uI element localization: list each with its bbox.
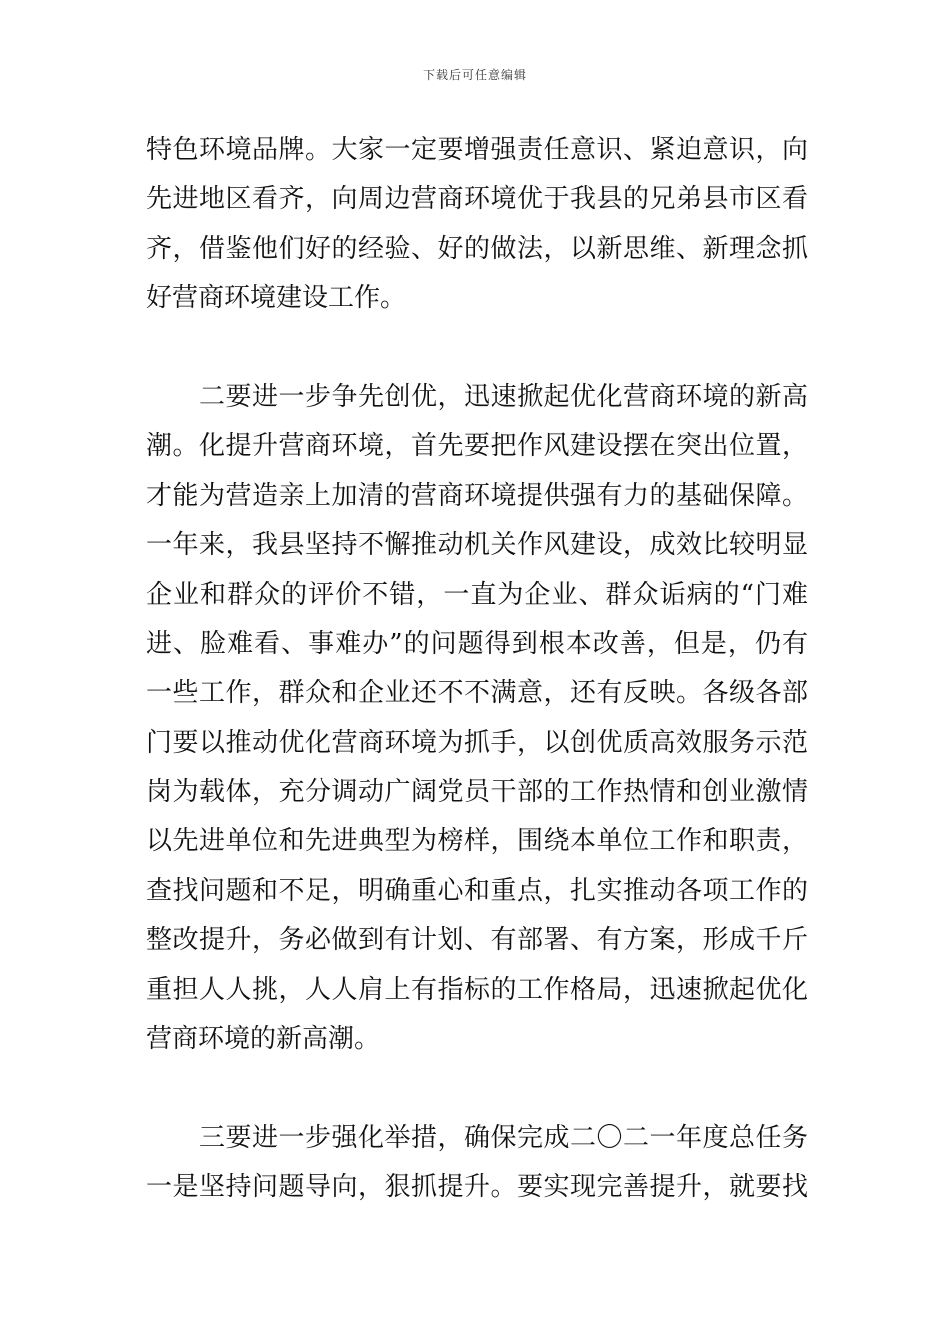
text-line: 进、脸难看、事难办”的问题得到根本改善，但是，仍有 [146,628,808,659]
paragraph-gap [146,1064,808,1113]
document-body [146,126,808,1213]
text-line: 岗为载体，充分调动广阔党员干部的工作热情和创业激情 [146,777,808,808]
text-line: 先进地区看齐，向周边营商环境优于我县的兄弟县市区看 [146,184,808,215]
text-line: 二要进一步争先创优，迅速掀起优化营商环境的新高 [146,381,808,412]
text-line: 好营商环境建设工作。 [146,283,407,314]
text-line: 才能为营造亲上加清的营商环境提供强有力的基础保障。 [146,480,808,511]
text-line: 整改提升，务必做到有计划、有部署、有方案，形成千斤 [146,925,808,956]
text-line: 三要进一步强化举措，确保完成二〇二一年度总任务 [146,1122,808,1153]
text-line: 重担人人挑，人人肩上有指标的工作格局，迅速掀起优化 [146,974,808,1005]
paragraph-gap [146,324,808,373]
text-line: 潮。化提升营商环境，首先要把作风建设摆在突出位置， [146,431,808,462]
text-line: 企业和群众的评价不错，一直为企业、群众诟病的“门难 [146,579,808,610]
paragraph-1 [146,126,808,324]
text-line: 一年来，我县坚持不懈推动机关作风建设，成效比较明显 [146,530,808,561]
text-line: 查找问题和不足，明确重心和重点，扎实推动各项工作的 [146,875,808,906]
text-line: 一些工作，群众和企业还不不满意，还有反映。各级各部 [146,678,808,709]
text-line: 一是坚持问题导向，狠抓提升。要实现完善提升，就要找 [146,1172,808,1203]
page-header: 下载后可任意编辑 [422,68,527,82]
text-line: 以先进单位和先进典型为榜样，围绕本单位工作和职责， [146,826,808,857]
text-line: 齐，借鉴他们好的经验、好的做法，以新思维、新理念抓 [146,233,808,264]
text-line: 门要以推动优化营商环境为抓手，以创优质高效服务示范 [146,727,808,758]
paragraph-2 [146,373,808,1064]
text-line: 特色环境品牌。大家一定要增强责任意识、紧迫意识，向 [146,135,808,165]
paragraph-3 [146,1114,808,1213]
text-line: 营商环境的新高潮。 [146,1024,381,1055]
